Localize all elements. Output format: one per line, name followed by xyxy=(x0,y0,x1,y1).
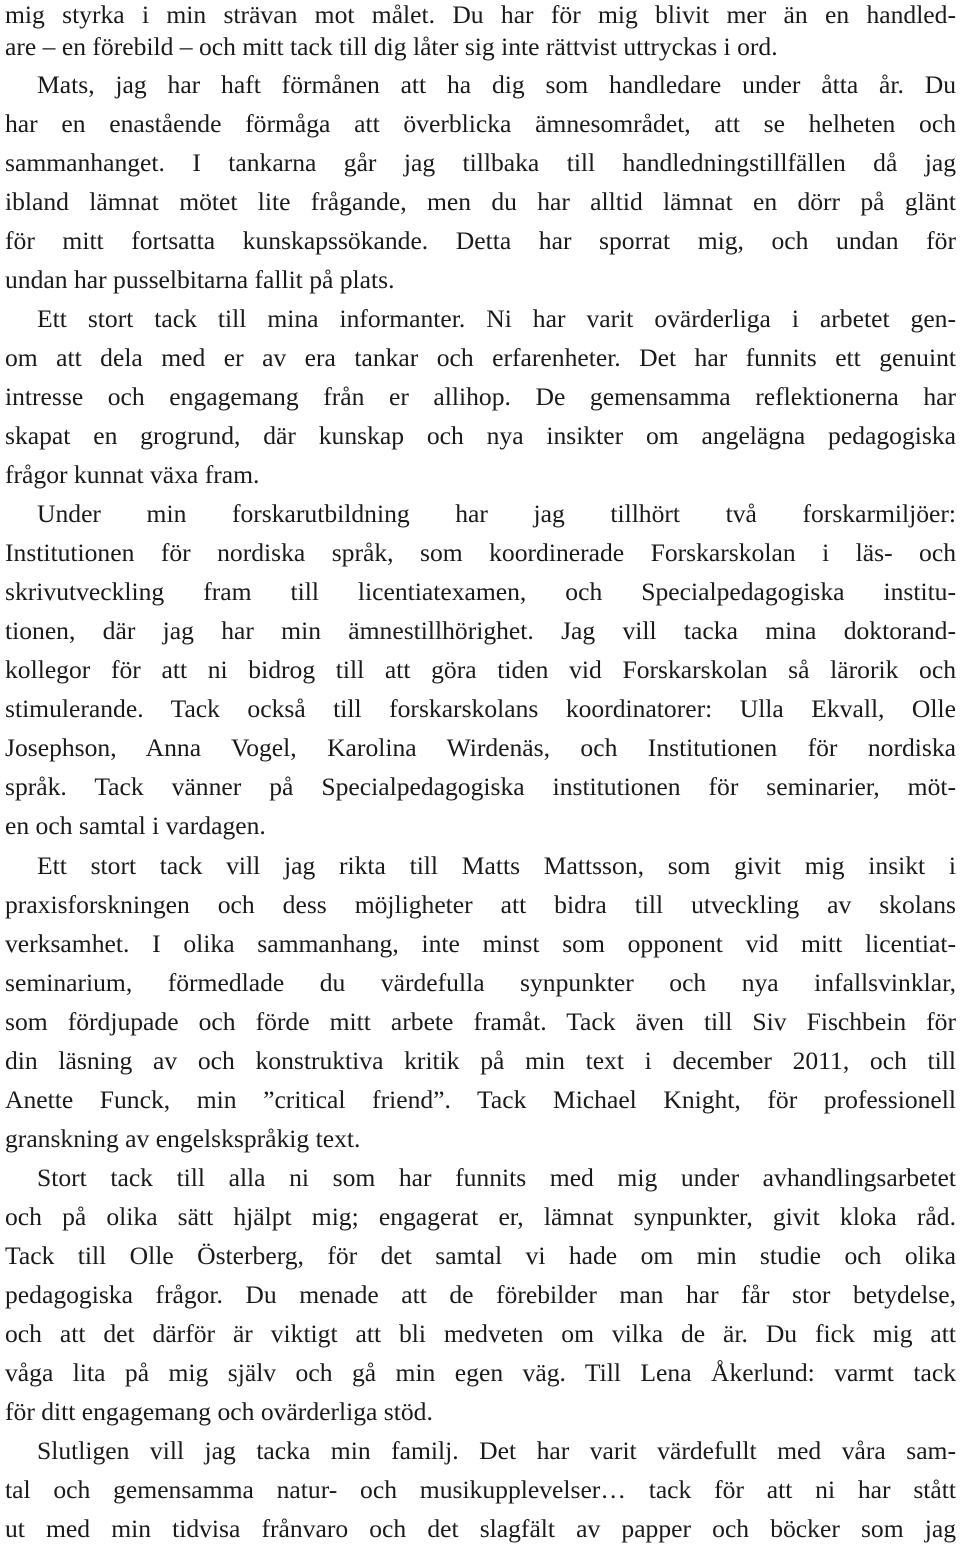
text-line: verksamhet. I olika sammanhang, inte minst som opponent vid mitt licentiat- xyxy=(5,929,956,958)
text-line: ibland lämnat mötet lite frågande, men du har alltid lämnat en dörr på glänt xyxy=(5,187,956,216)
text-line: och på olika sätt hjälpt mig; engagerat er, lämnat synpunkter, givit kloka råd. xyxy=(5,1202,956,1231)
text-line: för ditt engagemang och ovärderliga stöd. xyxy=(5,1397,433,1426)
text-line: Mats, jag har haft förmånen att ha dig som handledare under åtta år. Du xyxy=(37,70,956,99)
text-line: praxisforskningen och dess möjligheter att bidra till utveckling av skolans xyxy=(5,890,956,919)
text-line: tal och gemensamma natur- och musikupplevelser… tack för att ni har stått xyxy=(5,1475,956,1504)
text-line: pedagogiska frågor. Du menade att de förebilder man har får stor betydelse, xyxy=(5,1280,956,1309)
text-line: intresse och engagemang från er allihop. De gemensamma reflektionerna har xyxy=(5,382,956,411)
text-line: are – en förebild – och mitt tack till dig låter sig inte rättvist uttryckas i ord. xyxy=(5,32,778,61)
text-line: stimulerande. Tack också till forskarskolans koordinatorer: Ulla Ekvall, Olle xyxy=(5,694,956,723)
text-line: för mitt fortsatta kunskapssökande. Detta har sporrat mig, och undan för xyxy=(5,226,956,255)
text-line: Slutligen vill jag tacka min familj. Det har varit värdefullt med våra sam- xyxy=(37,1436,956,1465)
text-line: skapat en grogrund, där kunskap och nya insikter om angelägna pedagogiska xyxy=(5,421,956,450)
text-line: skrivutveckling fram till licentiatexamen, och Specialpedagogiska institu- xyxy=(5,577,956,606)
text-line: som fördjupade och förde mitt arbete framåt. Tack även till Siv Fischbein för xyxy=(5,1007,956,1036)
text-line: din läsning av och konstruktiva kritik på min text i december 2011, och till xyxy=(5,1046,956,1075)
text-line: frågor kunnat växa fram. xyxy=(5,460,260,489)
text-line: sammanhanget. I tankarna går jag tillbaka till handledningstillfällen då jag xyxy=(5,148,956,177)
text-line: våga lita på mig själv och gå min egen väg. Till Lena Åkerlund: varmt tack xyxy=(5,1358,956,1387)
text-line: mig styrka i min strävan mot målet. Du har för mig blivit mer än en handled- xyxy=(5,0,956,29)
text-line: seminarium, förmedlade du värdefulla synpunkter och nya infallsvinklar, xyxy=(5,968,956,997)
text-line: har en enastående förmåga att överblicka ämnesområdet, att se helheten och xyxy=(5,109,956,138)
text-line: Under min forskarutbildning har jag tillhört två forskarmiljöer: xyxy=(37,499,956,528)
text-line: Stort tack till alla ni som har funnits med mig under avhandlingsarbetet xyxy=(37,1163,956,1192)
text-line: tionen, där jag har min ämnestillhörighet. Jag vill tacka mina doktorand- xyxy=(5,616,956,645)
text-line: kollegor för att ni bidrog till att göra tiden vid Forskarskolan så lärorik och xyxy=(5,655,956,684)
text-line: ut med min tidvisa frånvaro och det slagfält av papper och böcker som jag xyxy=(5,1514,956,1543)
text-line: Tack till Olle Österberg, för det samtal vi hade om min studie och olika xyxy=(5,1241,956,1270)
text-line: Institutionen för nordiska språk, som koordinerade Forskarskolan i läs- och xyxy=(5,538,956,567)
text-line: om att dela med er av era tankar och erfarenheter. Det har funnits ett genuint xyxy=(5,343,956,372)
text-line: granskning av engelskspråkig text. xyxy=(5,1124,361,1153)
text-line: en och samtal i vardagen. xyxy=(5,811,266,840)
text-line: språk. Tack vänner på Specialpedagogiska institutionen för seminarier, möt- xyxy=(5,772,956,801)
text-line: Anette Funck, min ”critical friend”. Tack Michael Knight, för professionell xyxy=(5,1085,956,1114)
text-line: undan har pusselbitarna fallit på plats. xyxy=(5,265,395,294)
text-line: Ett stort tack vill jag rikta till Matts Mattsson, som givit mig insikt i xyxy=(37,851,956,880)
text-line: Josephson, Anna Vogel, Karolina Wirdenäs, och Institutionen för nordiska xyxy=(5,733,956,762)
text-line: Ett stort tack till mina informanter. Ni har varit ovärderliga i arbetet gen- xyxy=(37,304,956,333)
text-line: och att det därför är viktigt att bli medveten om vilka de är. Du fick mig att xyxy=(5,1319,956,1348)
